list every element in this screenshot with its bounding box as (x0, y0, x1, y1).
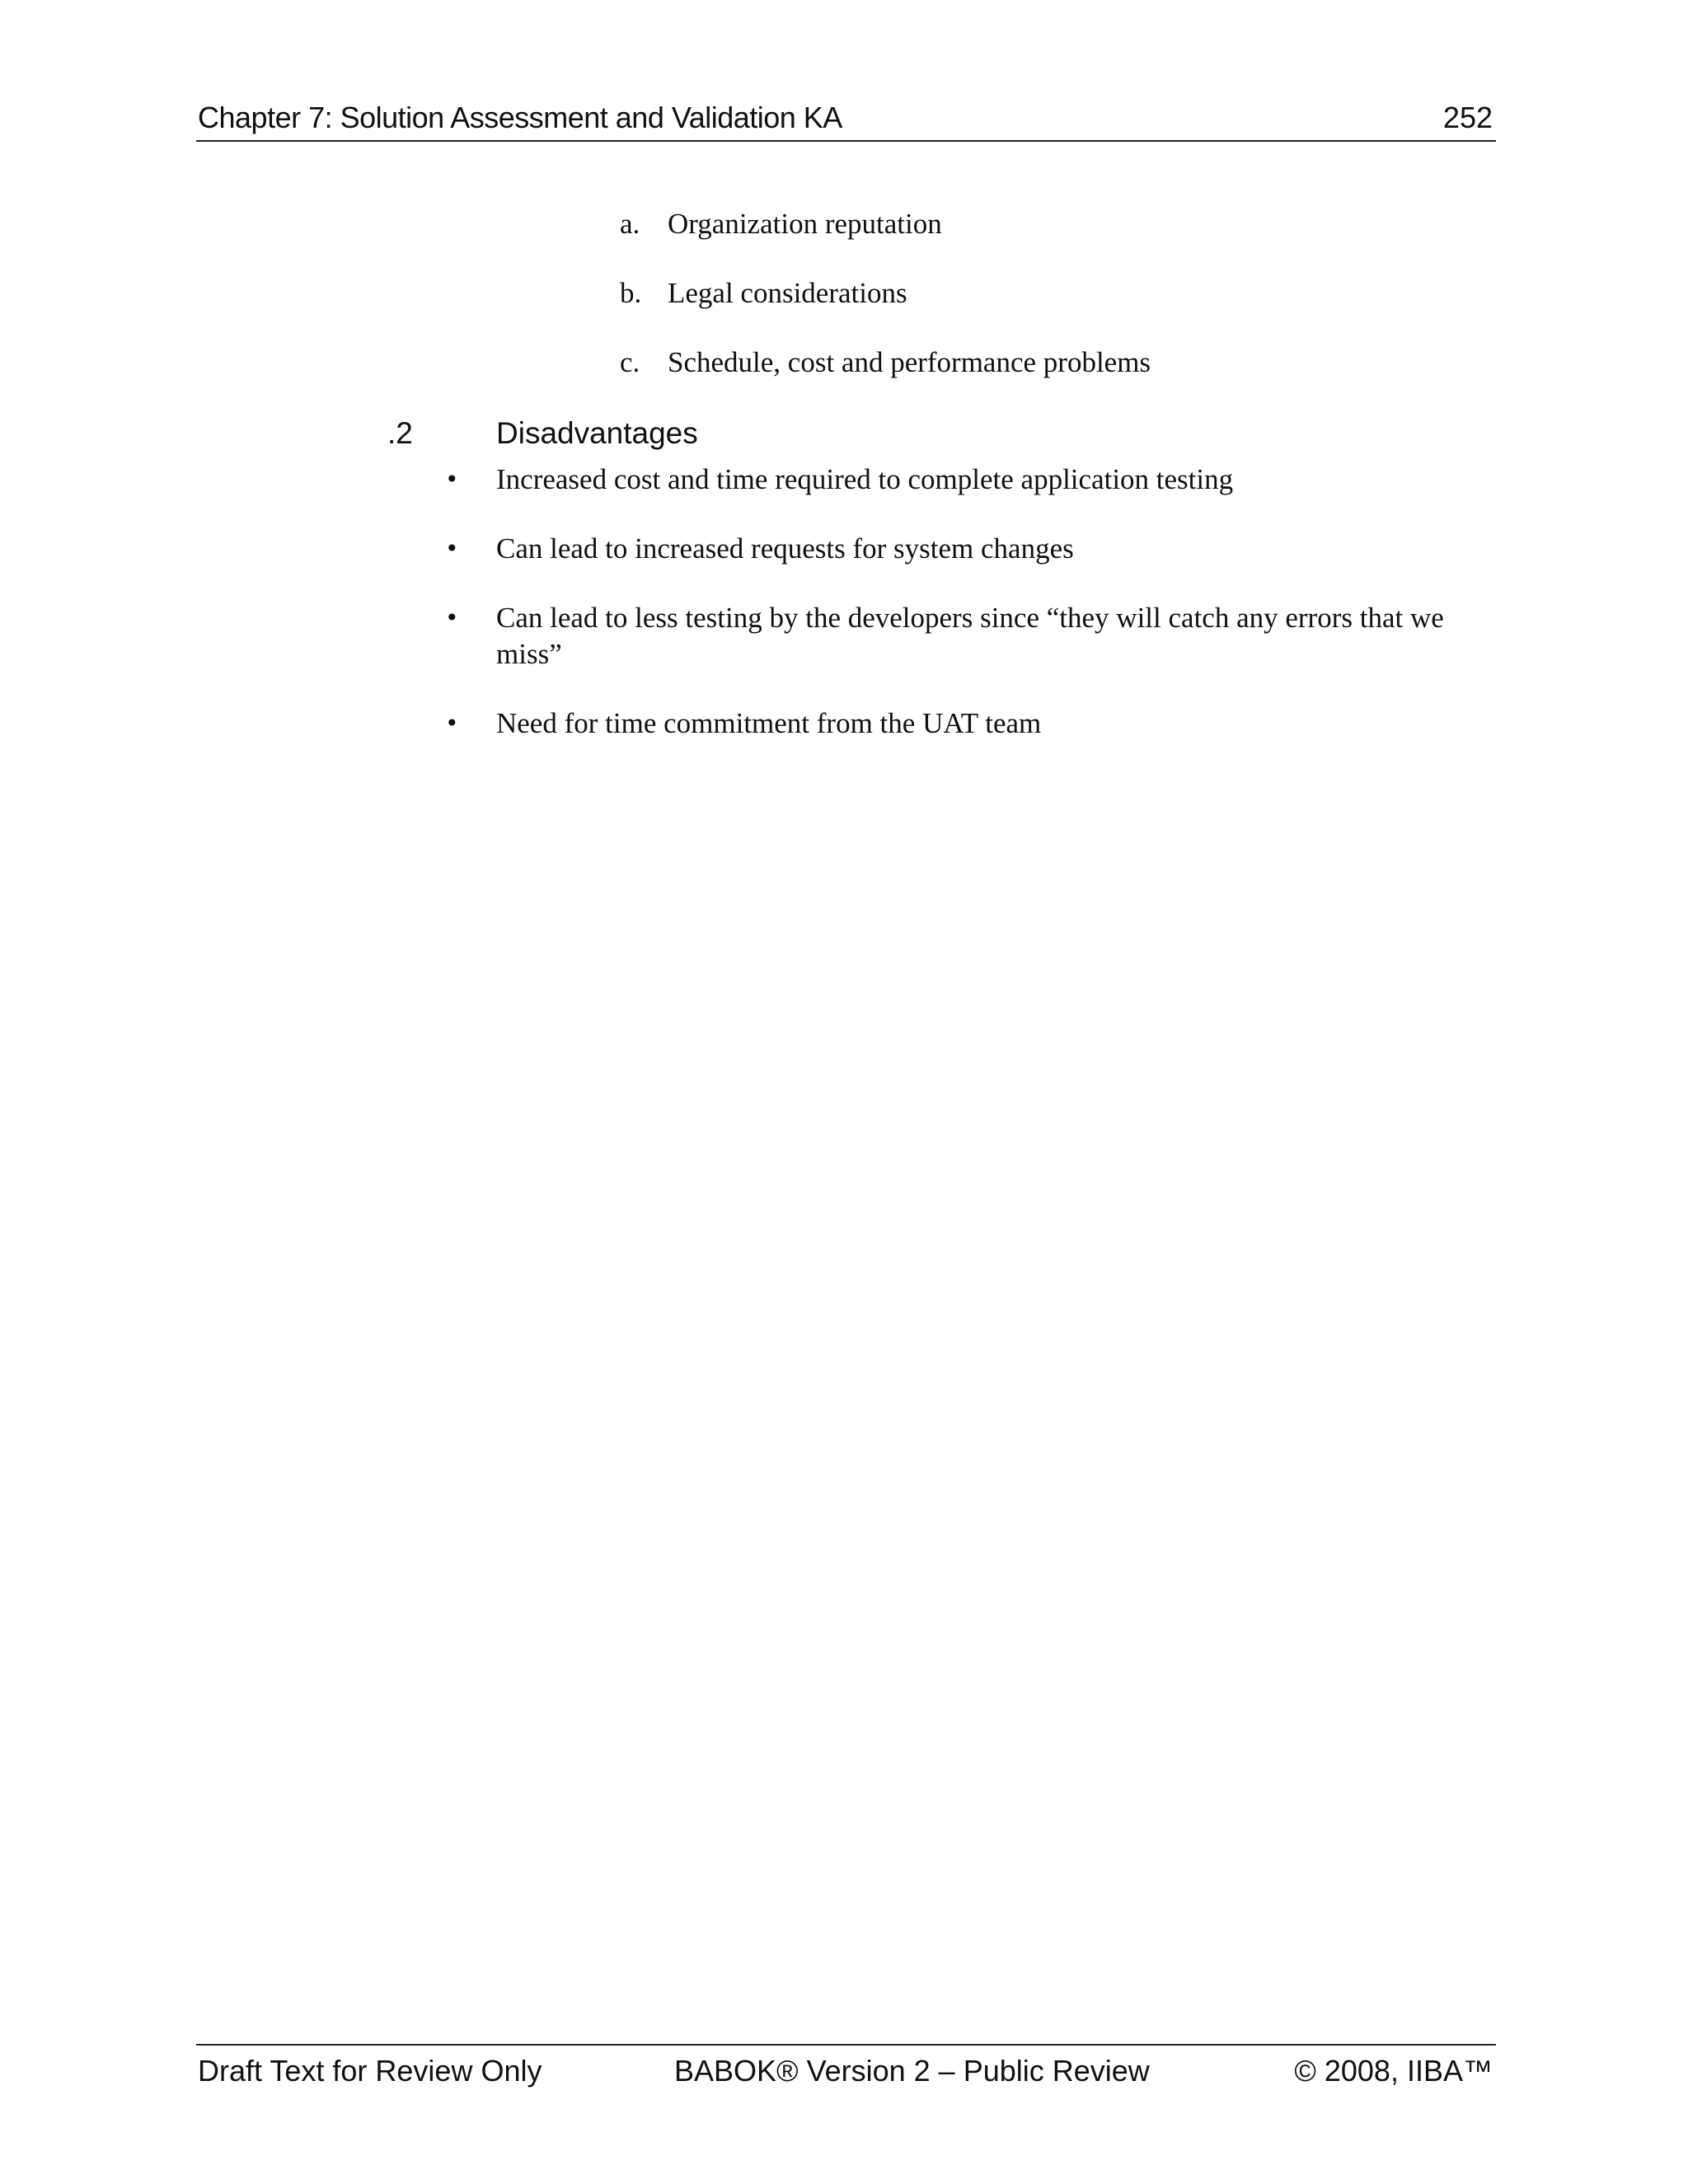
bullet-text: Can lead to increased requests for system changes (496, 532, 1074, 565)
bullet-text: Increased cost and time required to complete application testing (496, 463, 1234, 495)
bullet-icon: • (445, 604, 459, 631)
bullet-icon: • (445, 466, 459, 493)
sublist-text: Organization reputation (668, 208, 942, 240)
sublist-text: Legal considerations (668, 277, 907, 309)
section-number: .2 (387, 416, 413, 450)
bullet-icon: • (445, 535, 459, 562)
page-number: 252 (1442, 101, 1493, 134)
footer-version: BABOK® Version 2 – Public Review (674, 2054, 1150, 2088)
bullet-text: Need for time commitment from the UAT team (496, 707, 1042, 739)
sublist-item-a (620, 208, 942, 244)
bullet-text: Can lead to less testing by the developers since “they will catch any errors that we miss” (496, 602, 1444, 670)
chapter-title: Chapter 7: Solution Assessment and Validation KA (198, 101, 842, 134)
page-header (196, 97, 1496, 142)
bullet-icon: • (445, 710, 459, 737)
sublist-marker: c. (620, 346, 640, 378)
sublist-text: Schedule, cost and performance problems (668, 346, 1151, 378)
footer-copyright: © 2008, IIBA™ (1294, 2054, 1493, 2088)
sublist-marker: b. (620, 277, 642, 309)
section-title: Disadvantages (496, 416, 698, 450)
sublist-item-b (620, 277, 907, 313)
sublist-item-c (620, 346, 1151, 382)
page-footer (196, 2044, 1496, 2095)
sublist-marker: a. (620, 208, 640, 240)
footer-draft-notice: Draft Text for Review Only (198, 2054, 542, 2088)
